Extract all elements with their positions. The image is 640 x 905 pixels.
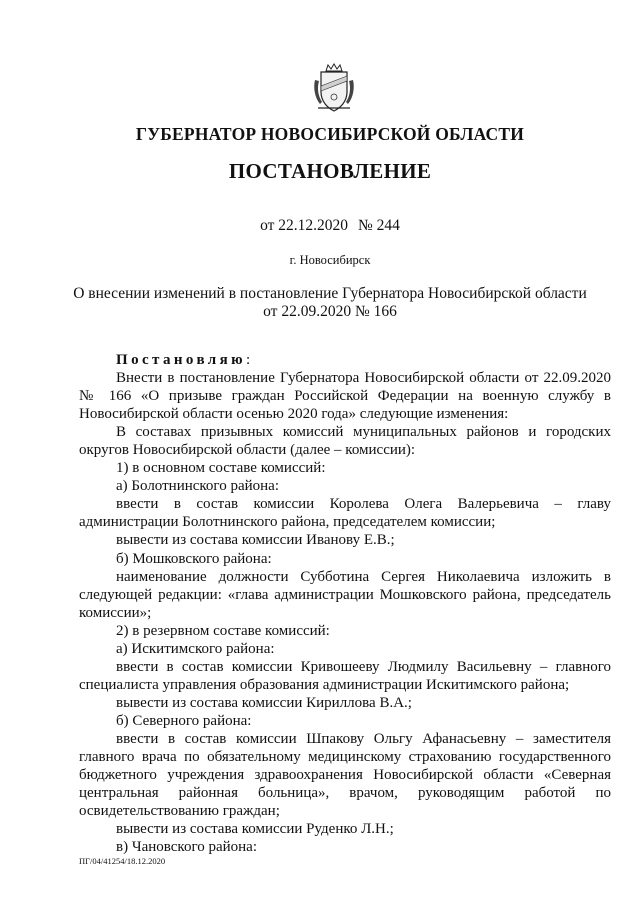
document-body — [79, 351, 611, 856]
body-paragraph: Внести в постановление Губернатора Новосибирской области от 22.09.2020 № 166 «О призыве граждан Российской Федерации на военную службу в Новосибирской области осенью 2020 года» следующие изменения: — [79, 370, 611, 423]
body-paragraph: ввести в состав комиссии Шпакову Ольгу Афанасьевну – заместителя главного врача по обязательному медицинскому страхованию государственного бюджетного учреждения здравоохранения Новосибирской области «Северная центральная районная больница», врачом, руководящим работой по освидетельствованию граждан; — [79, 730, 611, 820]
body-paragraph: 1) в основном составе комиссий: — [116, 460, 326, 477]
body-paragraph: б) Мошковского района: — [116, 550, 272, 567]
subject-line-1: О внесении изменений в постановление Губернатора Новосибирской области — [73, 285, 587, 302]
novosibirsk-coat-of-arms-icon — [312, 62, 356, 114]
body-paragraph: вывести из состава комиссии Кириллова В.А.; — [116, 694, 412, 711]
document-subject — [10, 285, 640, 321]
subject-line-2: от 22.09.2020 № 166 — [263, 303, 397, 320]
body-paragraph: а) Искитимского района: — [116, 640, 275, 657]
decree-word: Постановляю — [116, 352, 246, 368]
issue-city: г. Новосибирск — [289, 253, 371, 267]
date-number-line — [10, 217, 640, 235]
body-paragraph: наименование должности Субботина Сергея Николаевича изложить в следующей редакции: «глава администрации Мошковского района, председатель комиссии»; — [79, 568, 611, 621]
document-date: от 22.12.2020 — [260, 217, 349, 234]
body-paragraph: б) Северного района: — [116, 712, 252, 729]
decree-punct: : — [245, 352, 251, 368]
issuing-authority: ГУБЕРНАТОР НОВОСИБИРСКОЙ ОБЛАСТИ — [135, 124, 525, 144]
document-number: № 244 — [358, 217, 400, 234]
body-paragraph: ввести в состав комиссии Королева Олега Валерьевича – главу администрации Болотнинского района, председателем комиссии; — [79, 496, 611, 531]
body-paragraph: а) Болотнинского района: — [116, 478, 279, 495]
body-paragraph: вывести из состава комиссии Руденко Л.Н.; — [116, 821, 394, 838]
decree-heading — [79, 351, 611, 369]
body-paragraph: В составах призывных комиссий муниципальных районов и городских округов Новосибирской области (далее – комиссии): — [79, 424, 611, 459]
body-paragraph: в) Чановского района: — [116, 839, 258, 856]
document-type-title: ПОСТАНОВЛЕНИЕ — [228, 159, 432, 183]
registry-code: ПГ/04/41254/18.12.2020 — [79, 856, 166, 866]
body-paragraph: ввести в состав комиссии Кривошееву Людмилу Васильевну – главного специалиста управления образования администрации Искитимского района; — [79, 658, 611, 693]
body-paragraph: 2) в резервном составе комиссий: — [116, 622, 330, 639]
body-paragraph: вывести из состава комиссии Иванову Е.В.; — [116, 532, 395, 549]
